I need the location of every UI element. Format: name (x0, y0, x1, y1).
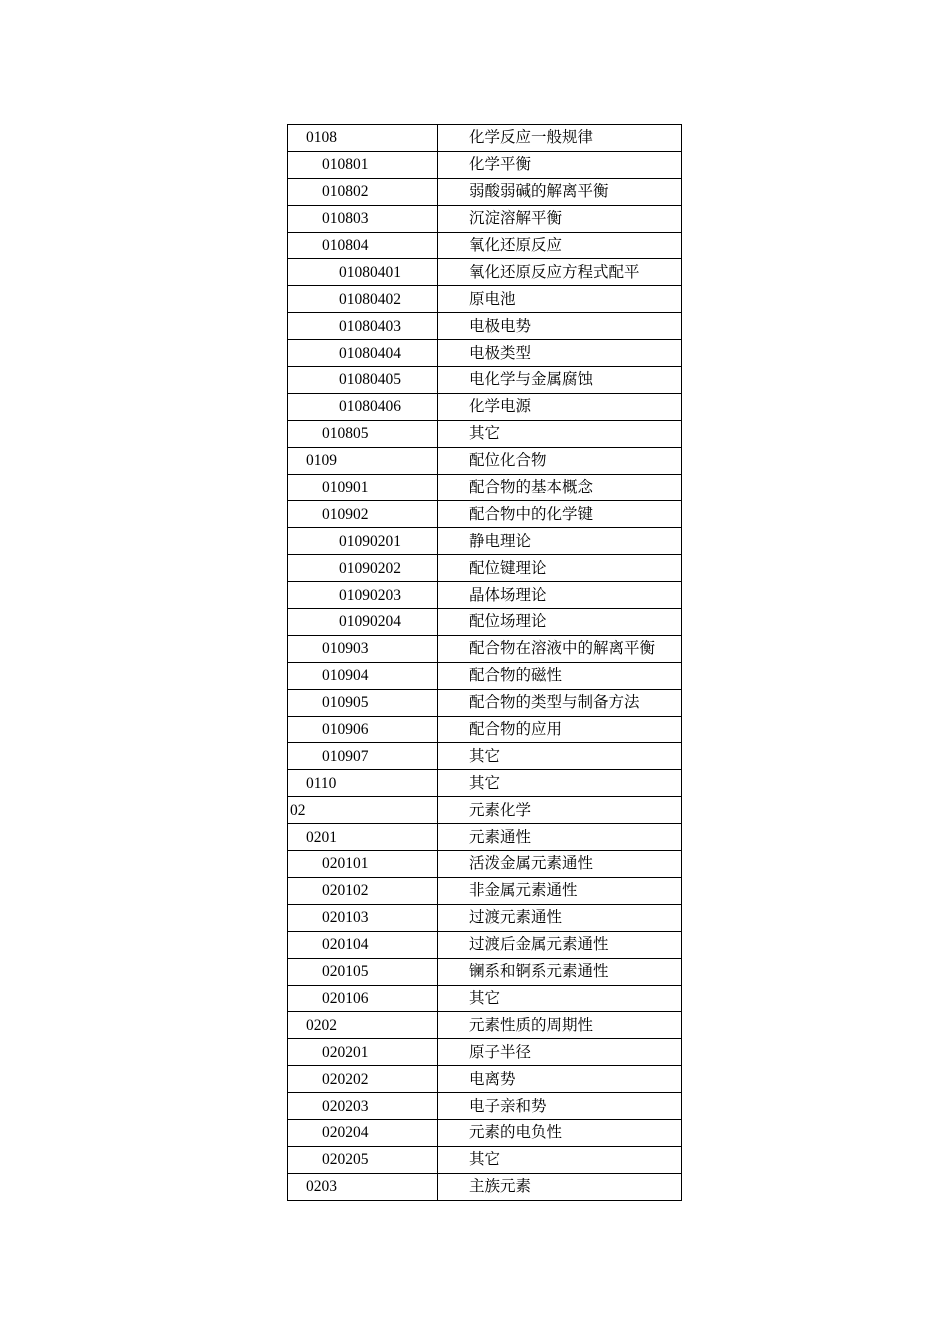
name-cell: 非金属元素通性 (438, 877, 682, 904)
name-cell: 配合物在溶液中的解离平衡 (438, 635, 682, 662)
table-row (288, 877, 682, 904)
name-cell: 电子亲和势 (438, 1093, 682, 1120)
table-row (288, 770, 682, 797)
table-row (288, 958, 682, 985)
code-cell: 010804 (288, 232, 438, 259)
code-cell: 020104 (288, 931, 438, 958)
code-cell: 010805 (288, 420, 438, 447)
table-row (288, 367, 682, 394)
table-row (288, 904, 682, 931)
code-cell: 0201 (288, 824, 438, 851)
table-row (288, 1066, 682, 1093)
table-row (288, 420, 682, 447)
table-row (288, 1173, 682, 1200)
name-cell: 其它 (438, 420, 682, 447)
code-cell: 010906 (288, 716, 438, 743)
name-cell: 配合物的基本概念 (438, 474, 682, 501)
table-row (288, 985, 682, 1012)
code-cell: 01080405 (288, 367, 438, 394)
name-cell: 元素性质的周期性 (438, 1012, 682, 1039)
table-row (288, 635, 682, 662)
code-cell: 010903 (288, 635, 438, 662)
name-cell: 化学反应一般规律 (438, 125, 682, 152)
table-row (288, 824, 682, 851)
table-row (288, 125, 682, 152)
table-row (288, 232, 682, 259)
table-row (288, 1119, 682, 1146)
code-cell: 020202 (288, 1066, 438, 1093)
table-row (288, 151, 682, 178)
name-cell: 元素化学 (438, 797, 682, 824)
name-cell: 静电理论 (438, 528, 682, 555)
code-cell: 01090204 (288, 609, 438, 636)
table-row (288, 662, 682, 689)
code-cell: 01090203 (288, 582, 438, 609)
code-cell: 010907 (288, 743, 438, 770)
name-cell: 元素的电负性 (438, 1119, 682, 1146)
table-row (288, 1093, 682, 1120)
table-row (288, 582, 682, 609)
table-row (288, 931, 682, 958)
name-cell: 配合物的类型与制备方法 (438, 689, 682, 716)
name-cell: 化学平衡 (438, 151, 682, 178)
code-cell: 01080406 (288, 393, 438, 420)
name-cell: 其它 (438, 743, 682, 770)
name-cell: 配合物的磁性 (438, 662, 682, 689)
table-row (288, 1146, 682, 1173)
name-cell: 氧化还原反应方程式配平 (438, 259, 682, 286)
name-cell: 配合物中的化学键 (438, 501, 682, 528)
name-cell: 过渡元素通性 (438, 904, 682, 931)
code-cell: 020102 (288, 877, 438, 904)
table-row (288, 609, 682, 636)
table-row (288, 313, 682, 340)
name-cell: 配位场理论 (438, 609, 682, 636)
code-cell: 01080402 (288, 286, 438, 313)
name-cell: 化学电源 (438, 393, 682, 420)
table-row (288, 340, 682, 367)
code-cell: 020106 (288, 985, 438, 1012)
table-row (288, 743, 682, 770)
code-cell: 010905 (288, 689, 438, 716)
name-cell: 弱酸弱碱的解离平衡 (438, 178, 682, 205)
code-cell: 01080404 (288, 340, 438, 367)
code-cell: 010904 (288, 662, 438, 689)
name-cell: 过渡后金属元素通性 (438, 931, 682, 958)
code-cell: 010803 (288, 205, 438, 232)
table-row (288, 501, 682, 528)
table-row (288, 1012, 682, 1039)
code-cell: 0203 (288, 1173, 438, 1200)
code-cell: 0202 (288, 1012, 438, 1039)
code-cell: 020103 (288, 904, 438, 931)
name-cell: 活泼金属元素通性 (438, 851, 682, 878)
name-cell: 电极类型 (438, 340, 682, 367)
name-cell: 配合物的应用 (438, 716, 682, 743)
name-cell: 配位化合物 (438, 447, 682, 474)
table-row (288, 528, 682, 555)
code-cell: 01090201 (288, 528, 438, 555)
code-cell: 020204 (288, 1119, 438, 1146)
name-cell: 原子半径 (438, 1039, 682, 1066)
table-row (288, 851, 682, 878)
table-row (288, 689, 682, 716)
table-row (288, 797, 682, 824)
name-cell: 其它 (438, 770, 682, 797)
code-cell: 010802 (288, 178, 438, 205)
table-row (288, 393, 682, 420)
name-cell: 电化学与金属腐蚀 (438, 367, 682, 394)
table-row (288, 286, 682, 313)
table-body (288, 125, 682, 1201)
code-cell: 020201 (288, 1039, 438, 1066)
code-cell: 01080401 (288, 259, 438, 286)
name-cell: 镧系和锕系元素通性 (438, 958, 682, 985)
name-cell: 其它 (438, 985, 682, 1012)
name-cell: 氧化还原反应 (438, 232, 682, 259)
code-cell: 01080403 (288, 313, 438, 340)
code-cell: 02 (288, 797, 438, 824)
code-cell: 01090202 (288, 555, 438, 582)
name-cell: 电极电势 (438, 313, 682, 340)
code-cell: 020203 (288, 1093, 438, 1120)
table-row (288, 259, 682, 286)
name-cell: 原电池 (438, 286, 682, 313)
table-row (288, 447, 682, 474)
code-cell: 0108 (288, 125, 438, 152)
name-cell: 沉淀溶解平衡 (438, 205, 682, 232)
table-row (288, 205, 682, 232)
table-row (288, 474, 682, 501)
table-row (288, 716, 682, 743)
code-cell: 0110 (288, 770, 438, 797)
table-row (288, 178, 682, 205)
code-cell: 010801 (288, 151, 438, 178)
table-row (288, 555, 682, 582)
code-cell: 010901 (288, 474, 438, 501)
name-cell: 配位键理论 (438, 555, 682, 582)
code-cell: 020205 (288, 1146, 438, 1173)
name-cell: 主族元素 (438, 1173, 682, 1200)
name-cell: 其它 (438, 1146, 682, 1173)
classification-code-table (287, 124, 682, 1201)
code-cell: 0109 (288, 447, 438, 474)
code-cell: 020105 (288, 958, 438, 985)
name-cell: 元素通性 (438, 824, 682, 851)
table-row (288, 1039, 682, 1066)
code-cell: 010902 (288, 501, 438, 528)
name-cell: 电离势 (438, 1066, 682, 1093)
code-cell: 020101 (288, 851, 438, 878)
name-cell: 晶体场理论 (438, 582, 682, 609)
